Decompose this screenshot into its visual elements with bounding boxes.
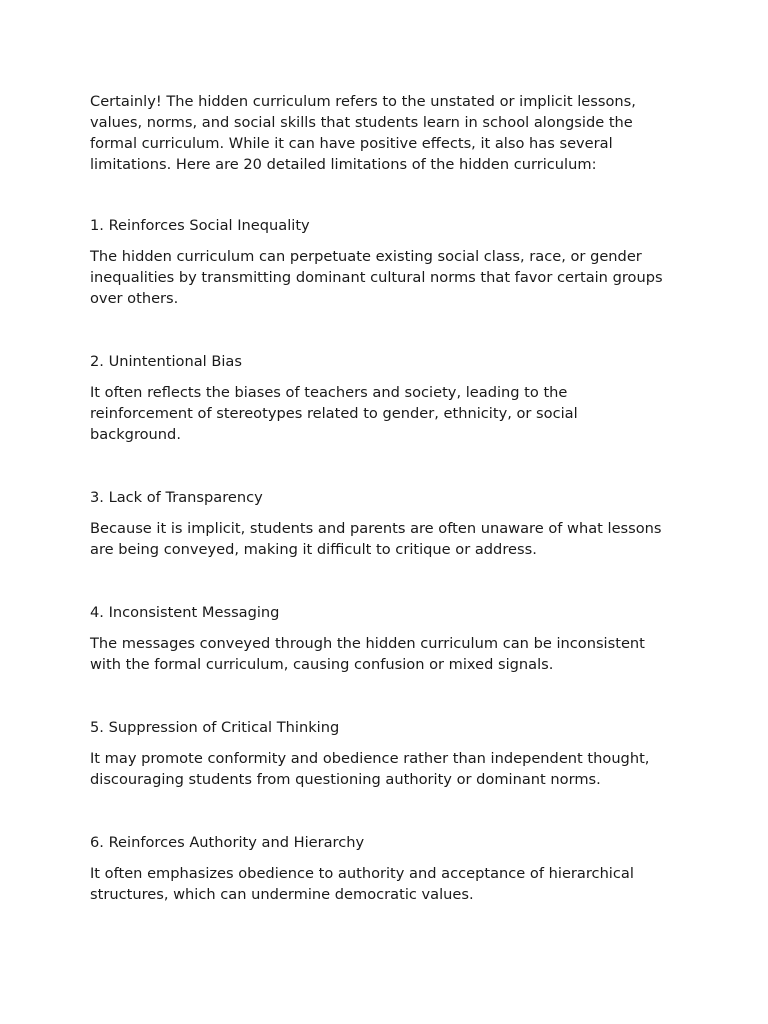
limitation-section-2 xyxy=(90,351,670,445)
section-heading: 4. Inconsistent Messaging xyxy=(90,604,280,621)
limitation-section-6 xyxy=(90,832,670,905)
section-heading: 5. Suppression of Critical Thinking xyxy=(90,719,340,736)
section-heading: 2. Unintentional Bias xyxy=(90,353,242,370)
section-body: Because it is implicit, students and parents are often unaware of what lessons are being conveyed, making it difficult to critique or address. xyxy=(90,520,662,558)
section-heading: 3. Lack of Transparency xyxy=(90,489,263,506)
section-body: It may promote conformity and obedience rather than independent thought, discouraging students from questioning authority or dominant norms. xyxy=(90,750,650,788)
section-body: The hidden curriculum can perpetuate existing social class, race, or gender inequalities by transmitting dominant cultural norms that favor certain groups over others. xyxy=(90,248,663,307)
section-body: It often reflects the biases of teachers and society, leading to the reinforcement of stereotypes related to gender, ethnicity, or social background. xyxy=(90,384,578,443)
intro-paragraph: Certainly! The hidden curriculum refers to the unstated or implicit lessons, values, norms, and social skills that students learn in school alongside the formal curriculum. While it can have positive effects, it also has several limitations. Here are 20 detailed limitations of the hidden curriculum: xyxy=(90,93,636,173)
limitation-section-4 xyxy=(90,602,670,675)
limitation-section-1 xyxy=(90,215,670,309)
limitation-section-3 xyxy=(90,487,670,560)
section-heading: 1. Reinforces Social Inequality xyxy=(90,217,310,234)
limitation-section-5 xyxy=(90,717,670,790)
section-body: It often emphasizes obedience to authority and acceptance of hierarchical structures, which can undermine democratic values. xyxy=(90,865,634,903)
section-body: The messages conveyed through the hidden curriculum can be inconsistent with the formal curriculum, causing confusion or mixed signals. xyxy=(90,635,645,673)
section-heading: 6. Reinforces Authority and Hierarchy xyxy=(90,834,365,851)
